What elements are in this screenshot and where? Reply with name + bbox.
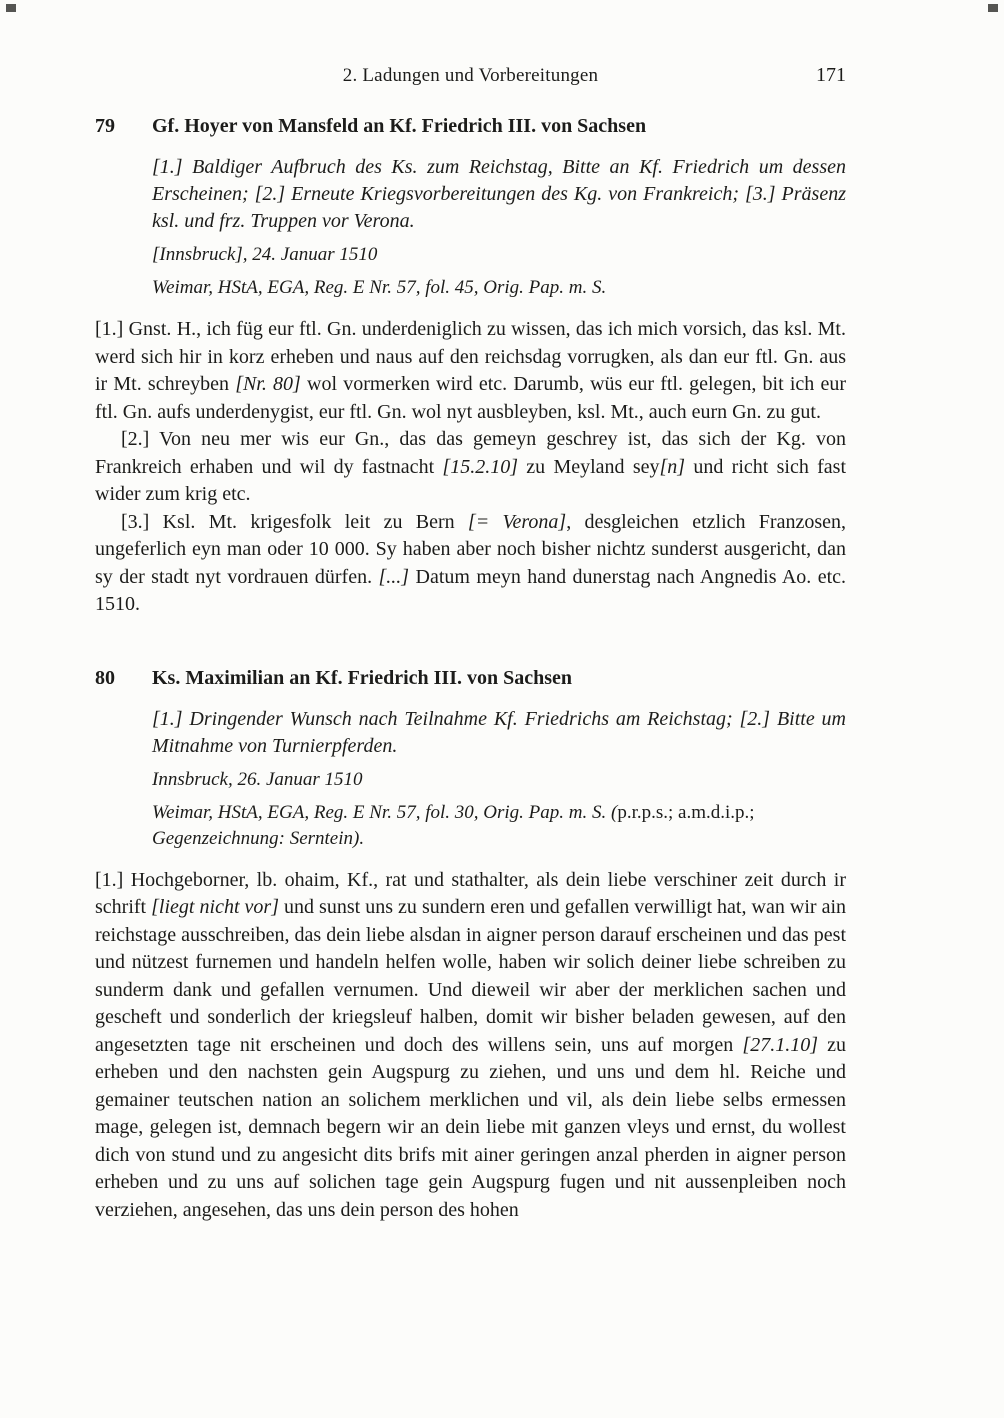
entry-title: Ks. Maximilian an Kf. Friedrich III. von Sachsen	[152, 666, 573, 689]
entry-body	[95, 867, 846, 1225]
entry-body	[95, 316, 846, 619]
entry-summary: [1.] Dringender Wunsch nach Teilnahme Kf. Friedrichs am Reichstag; [2.] Bitte um Mitnahme von Turnierpferden.	[152, 707, 846, 757]
entry-number: 79	[95, 115, 115, 137]
entry-source: Weimar, HStA, EGA, Reg. E Nr. 57, fol. 45, Orig. Pap. m. S.	[152, 277, 607, 298]
entry-79	[95, 113, 846, 619]
entry-source: Weimar, HStA, EGA, Reg. E Nr. 57, fol. 30, Orig. Pap. m. S. (p.r.p.s.; a.m.d.i.p.; Gegenzeichnung: Serntein).	[152, 801, 755, 849]
entry-number: 80	[95, 666, 115, 689]
scan-artifact-top-left	[6, 4, 16, 12]
scan-artifact-top-right	[988, 4, 998, 12]
entry-dateline: [Innsbruck], 24. Januar 1510	[152, 244, 378, 265]
entry-summary: [1.] Baldiger Aufbruch des Ks. zum Reichstag, Bitte an Kf. Friedrich um dessen Erscheinen; [2.] Erneute Kriegsvorbereitungen des Kg. von Frankreich; [3.] Präsenz ksl. und frz. Truppen vor Verona.	[152, 156, 846, 232]
body-paragraph: [1.] Hochgeborner, lb. ohaim, Kf., rat und stathalter, als dein liebe verschiner zeit durch ir schrift [liegt nicht vor] und sunst uns zu sundern eren und gefallen verwilligt hat, wan wir ain reichstage ausschreiben, das dein liebe alsdan in aigner person darauf erscheinen und das pest und nützest furnemen und handeln helfen wolle, haben wir solich deiner liebe schreiben zu sunderm dank und gefallen vernumen. Und dieweil wir aber der merklichen sachen und gescheft und sonderlich der kriegsleuf halben, domit wir bisher beladen gewesen, auf den angesetzten tage nit erscheinen und doch des willens sein, uns auf morgen [27.1.10] zu erheben und den nachsten gein Augspurg zu ziehen, und uns und dem hl. Reiche und gemainer teutschen nation an solichem merklichen und vil, als dein liebe selbs ermessen mage, gelegen ist, demnach begern wir an dein liebe mit ganzen vleys und ernst, du wollest dich von stund und zu angesicht dits brifs mit ainer geringen anzal pherden in aigner person erheben und zu uns auf solichen tage gein Augspurg fugen und nit aussenpleiben noch verziehen, angesehen, das uns dein person des hohen	[95, 868, 846, 1221]
entry-dateline: Innsbruck, 26. Januar 1510	[152, 768, 363, 790]
body-paragraph: [1.] Gnst. H., ich füg eur ftl. Gn. underdeniglich zu wissen, das ich mich vorsich, das ksl. Mt. werd sich hir in korz erheben und naus auf den reichsdag vorrugken, als dan eur ftl. Gn. aus ir Mt. schreyben [Nr. 80] wol vormerken wird etc. Darumb, wüs eur ftl. gelegen, bit ich eur ftl. Gn. aufs underdenygist, eur ftl. Gn. wol nyt ausbleyben, ksl. Mt., auch eurn Gn. zu gut.	[95, 318, 846, 423]
entry-heading	[95, 113, 846, 140]
entry-80	[95, 665, 846, 1225]
body-paragraph: [3.] Ksl. Mt. krigesfolk leit zu Bern [= Verona], desgleichen etzlich Franzosen, ungeferlich eyn man oder 10 000. Sy haben aber noch bisher nichtz sunderst ausgericht, dan sy der stadt nyt vordrauen dürfen. [...] Datum meyn hand dunerstag nach Angnedis Ao. etc. 1510.	[95, 510, 846, 615]
page-number: 171	[816, 64, 846, 86]
entry-title: Gf. Hoyer von Mansfeld an Kf. Friedrich III. von Sachsen	[152, 115, 647, 137]
running-head	[95, 62, 846, 89]
running-head-title: 2. Ladungen und Vorbereitungen	[342, 65, 599, 86]
entry-heading	[95, 665, 846, 692]
body-paragraph: [2.] Von neu mer wis eur Gn., das das gemeyn geschrey ist, das sich der Kg. von Frankreich erhaben und wil dy fastnacht [15.2.10] zu Meyland sey[n] und richt sich fast wider zum krig etc.	[95, 428, 847, 505]
entry-meta	[152, 706, 846, 852]
entry-meta	[152, 154, 846, 301]
